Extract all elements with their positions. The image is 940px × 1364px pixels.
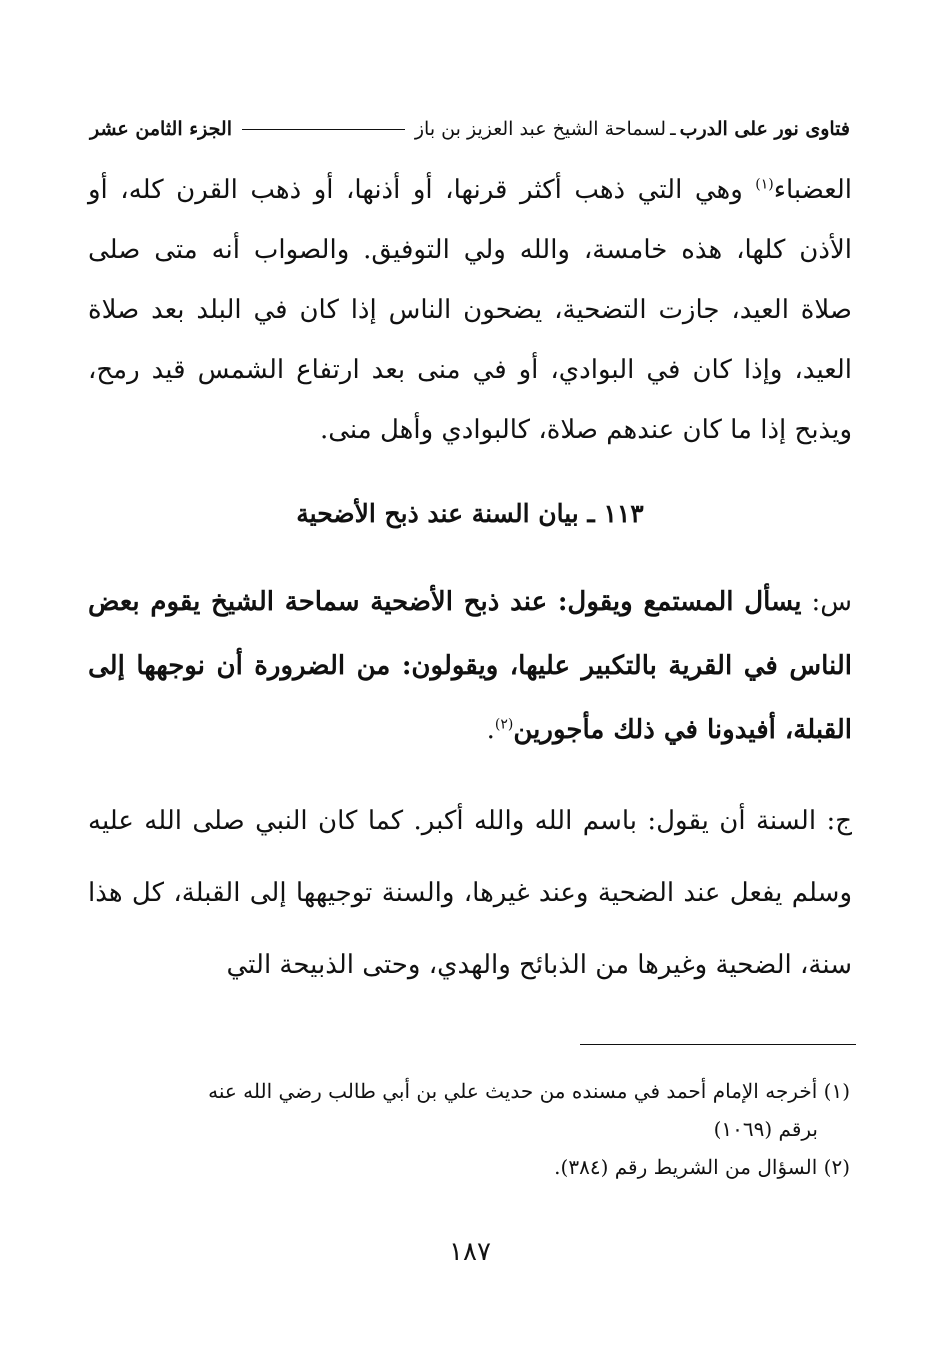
- footnote-marker-1: (١): [755, 176, 774, 193]
- footnote-1: [90, 1072, 850, 1148]
- question-label: س:: [801, 587, 852, 617]
- question-text: يسأل المستمع ويقول: عند ذبح الأضحية سماحة الشيخ يقوم بعض الناس في القرية بالتكبير عليها، ويقولون: من الضرورة أن نوجهها إلى القبلة، أفيدونا في ذلك مأجورين: [88, 587, 852, 745]
- answer-paragraph: ج: السنة أن يقول: باسم الله والله أكبر. كما كان النبي صلى الله عليه وسلم يفعل عند الضحية وعند غيرها، والسنة توجيهها إلى القبلة، كل هذا سنة، الضحية وغيرها من الذبائح والهدي، وحتى الذبيحة التي: [88, 806, 852, 980]
- paragraph-text-start: العضباء: [773, 175, 852, 205]
- header-part: الجزء الثامن عشر: [90, 118, 232, 140]
- header-rule: [242, 129, 405, 130]
- question-end: .: [486, 715, 495, 745]
- page-number: ١٨٧: [449, 1237, 491, 1267]
- section-title: ١١٣ ـ بيان السنة عند ذبح الأضحية: [296, 499, 644, 528]
- question-paragraph: [88, 570, 852, 762]
- footnote-1-line-2: برقم (١٠٦٩): [713, 1117, 818, 1141]
- footnotes: [90, 1072, 850, 1186]
- footnote-marker-2: (٢): [494, 716, 514, 733]
- header-book-title: فتاوى نور على الدرب: [679, 118, 850, 140]
- header-author: لسماحة الشيخ عبد العزيز بن باز: [414, 118, 667, 140]
- footnote-divider: [580, 1044, 856, 1045]
- header-separator: ـ: [670, 118, 676, 140]
- paragraph-continuation: [88, 160, 852, 460]
- footnote-1-line-1: (١) أخرجه الإمام أحمد في مسنده من حديث علي بن أبي طالب رضي الله عنه: [208, 1079, 850, 1103]
- footnote-2: (٢) السؤال من الشريط رقم (٣٨٤).: [554, 1155, 850, 1179]
- running-header: [90, 112, 850, 146]
- paragraph-text-rest: وهي التي ذهب أكثر قرنها، أو أذنها، أو ذهب القرن كله، أو الأذن كلها، هذه خامسة، والله ولي التوفيق. والصواب أنه متى صلى صلاة العيد، جازت التضحية، يضحون الناس إذا كان في البلد بعد صلاة العيد، وإذا كان في البوادي، أو في منى بعد ارتفاع الشمس قيد رمح، ويذبح إذا ما كان عندهم صلاة، كالبوادي وأهل منى.: [88, 175, 852, 445]
